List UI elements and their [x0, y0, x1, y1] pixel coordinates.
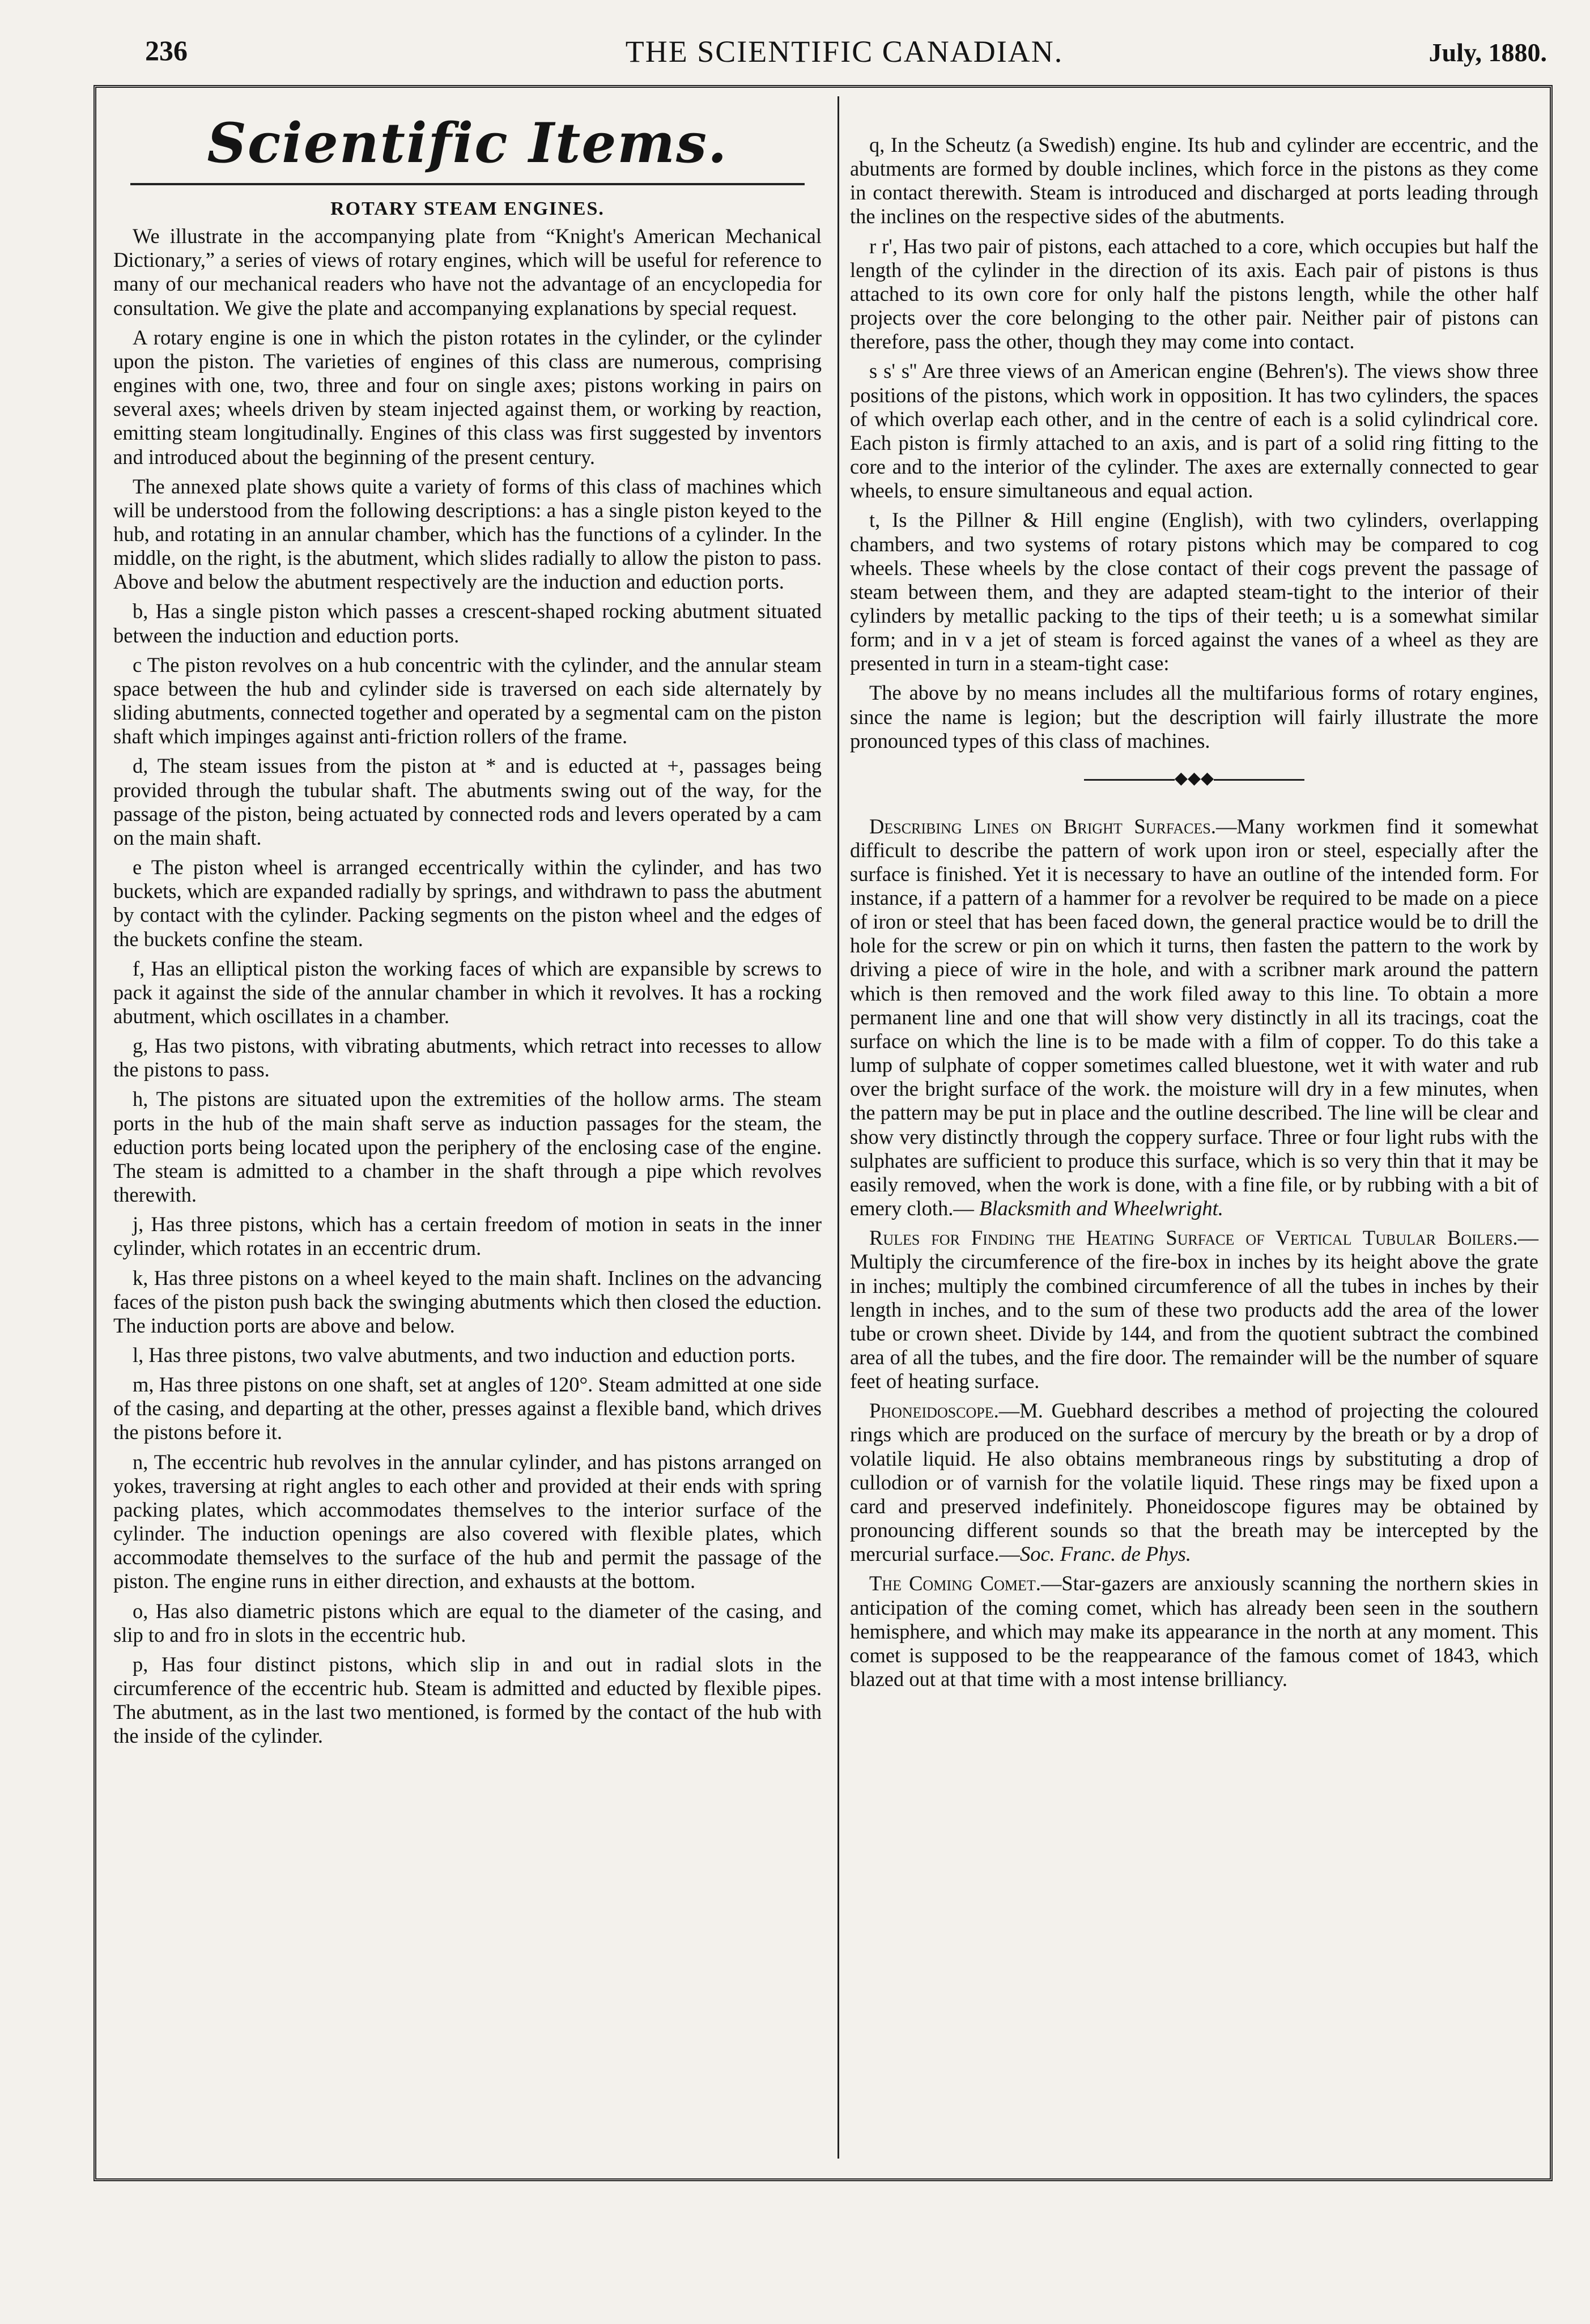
article-body: —Star-gazers are anxiously scanning the northern skies in anticipation of the coming comet, which has already been seen in the southern hemisphere, and which may make its appearance in the north at any moment. This comet is supposed to be the reappearance of the famous comet of 1843, which blazed out at that time with a most intense brilliancy. [850, 1572, 1538, 1691]
publication-title: THE SCIENTIFIC CANADIAN. [625, 35, 1064, 69]
article-paragraph: g, Has two pistons, with vibrating abutments, which retract into recesses to allow the pistons to pass. [113, 1034, 822, 1082]
article-paragraph: A rotary engine is one in which the piston rotates in the cylinder, or the cylinder upon the piston. The varieties of engines of this class are numerous, comprising engines with one, two, three and four on single axes; pistons working in pairs on several axes; wheels driven by steam injected against them, or working by reaction, emitting steam longitudinally. Engines of this class was first suggested by inventors and introduced about the beginning of the present century. [113, 325, 822, 469]
article-paragraph: s s' s'' Are three views of an American engine (Behren's). The views show three positions of the pistons, which work in opposition. It has two cylinders, the spaces of which overlap each other, and in the centre of each is a solid cylindrical core. Each piston is firmly attached to an axis, and is part of a solid ring fitting to the core and to the interior of the cylinder. The axes are externally connected to gear wheels, to ensure simultaneous and equal action. [850, 359, 1538, 503]
page-header [142, 34, 1547, 85]
article-heading: Describing Lines on Bright Surfaces. [869, 814, 1216, 838]
article-paragraph: c The piston revolves on a hub concentric with the cylinder, and the annular steam space between the hub and cylinder side is traversed on each side alternately by sliding abutments, connected together and operated by a segmental cam on the piston shaft which impinges against anti-friction rollers of the frame. [113, 653, 822, 748]
article-paragraph: f, Has an elliptical piston the working faces of which are expansible by screws to pack it against the side of the annular chamber in which it revolves. It has a rocking abutment, which oscillates in a chamber. [113, 956, 822, 1028]
article-paragraph: p, Has four distinct pistons, which slip in and out in radial slots in the circumference of the eccentric hub. Steam is admitted and educted by flexible pipes. The abutment, as in the last two mentioned, is formed by the contact of the hub with the inside of the cylinder. [113, 1652, 822, 1748]
article-source: Blacksmith and Wheelwright. [979, 1197, 1223, 1220]
article-paragraph: d, The steam issues from the piston at * and is educted at +, passages being provided through the tubular shaft. The abutments swing out of the way, for the passage of the piston, being actuated by connected rods and levers operated by a cam on the main shaft. [113, 754, 822, 849]
article-paragraph: b, Has a single piston which passes a crescent-shaped rocking abutment situated between the induction and eduction ports. [113, 599, 822, 647]
article-paragraph: h, The pistons are situated upon the extremities of the hollow arms. The steam ports in the hub of the main shaft serve as induction passages for the steam, the eduction ports being located upon the periphery of the enclosing case of the engine. The steam is admitted to a chamber in the shaft through a pipe which revolves therewith. [113, 1087, 822, 1207]
left-column [113, 111, 822, 1754]
article-heating-surface [850, 1226, 1538, 1393]
article-paragraph: r r', Has two pair of pistons, each attached to a core, which occupies but half the length of the cylinder in the direction of its axis. Each pair of pistons is thus attached to its own core for only half the pistons length, while the other half projects over the core belonging to the other pair. Neither pair of pistons can therefore, pass the other, though they may come into contact. [850, 234, 1538, 354]
issue-date: July, 1880. [1429, 38, 1547, 67]
article-body: —M. Guebhard describes a method of projecting the coloured rings which are produced on the surface of mercury by the breath or by a drop of volatile liquid. He also obtains membraneous rings by substituting a drop of cullodion or of varnish for the volatile liquid. These rings may be fixed upon a card and preserved indefinitely. Phoneidoscope figures may be obtained by pronouncing different sounds so that the breath may be intercepted by the mercurial surface.— [850, 1399, 1538, 1566]
article-paragraph: k, Has three pistons on a wheel keyed to the main shaft. Inclines on the advancing faces of the piston push back the swinging abutments which then closed the eduction. The induction ports are above and below. [113, 1266, 822, 1337]
article-paragraph: o, Has also diametric pistons which are equal to the diameter of the casing, and slip to and fro in slots in the eccentric hub. [113, 1599, 822, 1646]
article-paragraph: The above by no means includes all the multifarious forms of rotary engines, since the name is legion; but the description will fairly illustrate the more pronounced types of this class of machines. [850, 681, 1538, 752]
article-paragraph: e The piston wheel is arranged eccentrically within the cylinder, and has two buckets, which are expanded radially by springs, and withdrawn to pass the abutment by contact with the cylinder. Packing segments on the piston wheel and the edges of the buckets confine the steam. [113, 855, 822, 951]
article-paragraph: m, Has three pistons on one shaft, set at angles of 120°. Steam admitted at one side of the casing, and departing at the other, presses against a flexible band, which drives the pistons before it. [113, 1373, 822, 1444]
article-coming-comet [850, 1572, 1538, 1691]
article-body: —Many workmen find it somewhat difficult to describe the pattern of work upon iron or steel, especially after the surface is finished. Yet it is necessary to have an outline of the intended form. For instance, if a pattern of a hammer for a revolver be required to be made on a piece of iron or steel that has been faced down, the general practice would be to drill the hole for the screw or pin on which it turns, then fasten the pattern to the work by driving a piece of wire in the hole, and with a scribner mark around the pattern which is then removed and the work filed away to this line. To obtain a more permanent line and one that will show very distinctly in all its tracings, coat the surface on which the line is to be made with a film of copper. To do this take a lump of sulphate of copper sometimes called bluestone, wet it with water and rub over the bright surface of the work. the moisture will dry in a few minutes, when the pattern may be put in place and the outline described. The line will be clear and show very distinctly through the coppery surface. Three or four light rubs with the sulphates are sufficient to produce this surface, which is so very thin that it may be easily removed, when the work is done, with a fine file, or by rubbing with a bit of emery cloth.— [850, 814, 1538, 1220]
page-number: 236 [145, 35, 188, 66]
article-paragraph: The annexed plate shows quite a variety of forms of this class of machines which will be understood from the following descriptions: a has a single piston keyed to the hub, and rotating in an annular chamber, which has the functions of a cylinder. In the middle, on the right, is the abutment, which slides radially to allow the piston to pass. Above and below the abutment respectively are the induction and eduction ports. [113, 474, 822, 594]
article-heading: Phoneidoscope. [869, 1399, 999, 1423]
article-heading-rotary-engines: ROTARY STEAM ENGINES. [330, 198, 605, 219]
title-rule [130, 183, 805, 185]
article-source: Soc. Franc. de Phys. [1019, 1542, 1192, 1566]
section-title: Scientific Items. [207, 111, 728, 175]
article-paragraph: l, Has three pistons, two valve abutments, and two induction and eduction ports. [133, 1343, 796, 1367]
article-paragraph: n, The eccentric hub revolves in the annular cylinder, and has pistons arranged on yokes, traversing at right angles to each other and provided at their ends with spring packing plates, which accommodates themselves to the interior surface of the cylinder. The induction openings are also covered with flexible plates, which accommodate themselves to the surface of the hub and permit the passage of the piston. The engine runs in either direction, and exhausts at the bottom. [113, 1450, 822, 1593]
article-paragraph: q, In the Scheutz (a Swedish) engine. Its hub and cylinder are eccentric, and the abutments are formed by double inclines, which force in the pistons as they come in contact therewith. Steam is introduced and discharged at ports leading through the inclines on the respective sides of the abutments. [850, 133, 1538, 228]
article-paragraph: j, Has three pistons, which has a certain freedom of motion in seats in the inner cylinder, which rotates in an eccentric drum. [113, 1212, 822, 1260]
section-ornament: ◆◆◆ [850, 769, 1538, 789]
right-column [850, 133, 1538, 1697]
article-describing-lines [850, 815, 1538, 1221]
article-heading: Rules for Finding the Heating Surface of Vertical Tubular Boilers. [869, 1226, 1518, 1250]
article-phoneidoscope [850, 1399, 1538, 1566]
article-body: —Multiply the circumference of the fire-box in inches by its height above the grate in inches; multiply the combined circumference of all the tubes in inches by their length in inches, and to the sum of these two products add the area of the lower tube or crown sheet. Divide by 144, and from the quotient subtract the combined area of all the tubes, and the fire door. The remainder will be the number of square feet of heating surface. [850, 1226, 1538, 1393]
article-paragraph: We illustrate in the accompanying plate from “Knight's American Mechanical Dictionary,” a series of views of rotary engines, which will be useful for reference to many of our mechanical readers who have not the advantage of an encyclopedia for consultation. We give the plate and accompanying explanations by special request. [113, 224, 822, 320]
article-paragraph: t, Is the Pillner & Hill engine (English), with two cylinders, overlapping chambers, and two systems of rotary pistons which may be compared to cog wheels. These wheels by the close contact of their cogs prevent the passage of steam between them, and they are adapted steam-tight to the interior of their cylinders by metallic packing to the tips of their teeth; u is a somewhat similar form; and in v a jet of steam is forced against the vanes of a wheel as they are presented in turn in a steam-tight case: [850, 508, 1538, 675]
article-heading: The Coming Comet. [869, 1572, 1041, 1595]
column-divider [837, 96, 839, 2159]
